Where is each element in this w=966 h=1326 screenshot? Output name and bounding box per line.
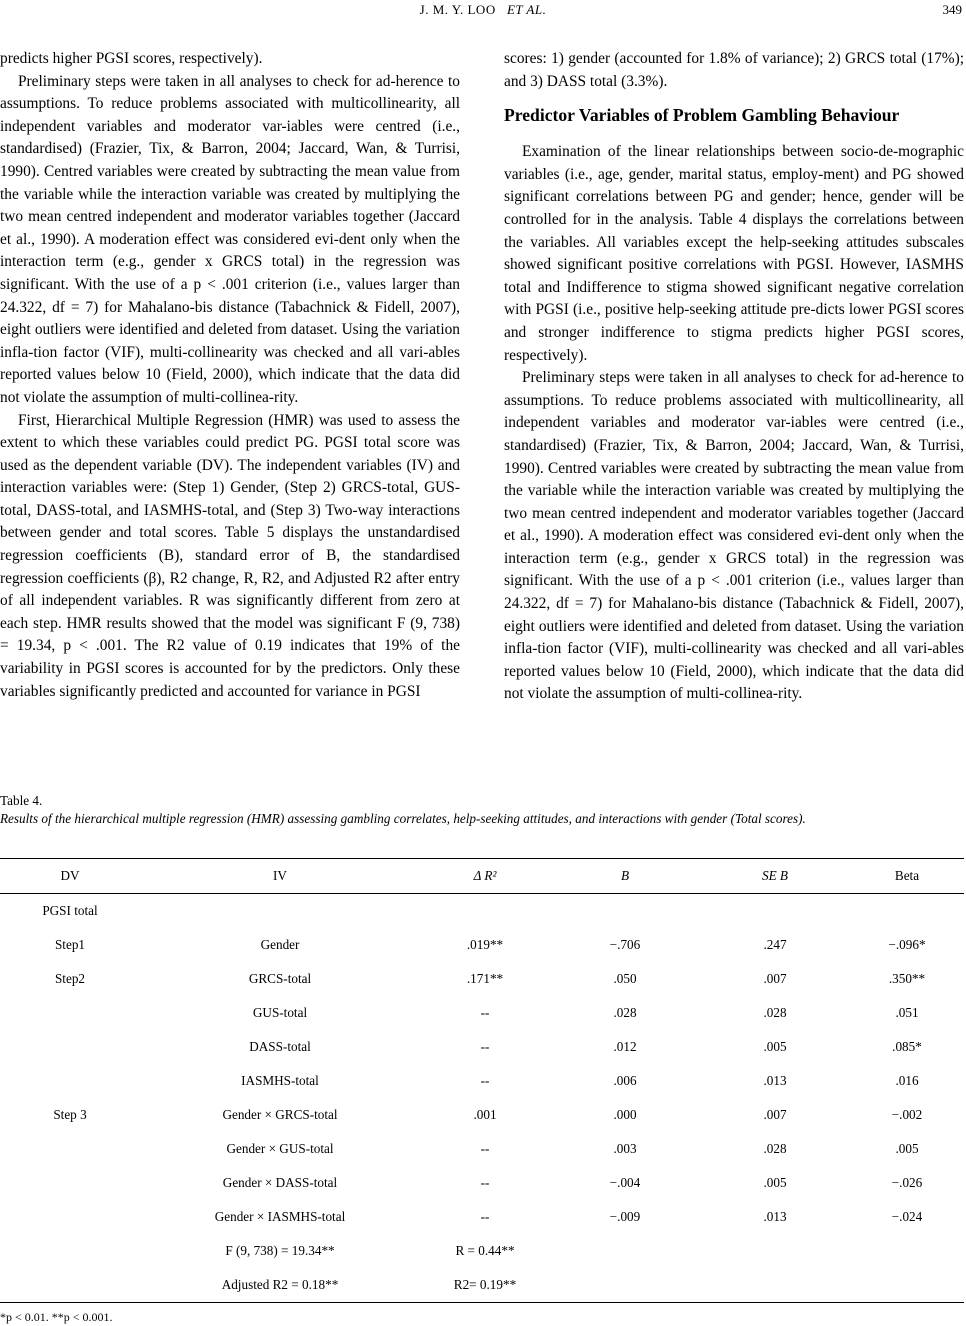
header-dv: DV: [60, 868, 80, 883]
section-heading: Predictor Variables of Problem Gambling Behaviour: [504, 105, 900, 126]
cell-b: .012: [613, 1039, 637, 1054]
cell-delta-r2: .171**: [466, 971, 504, 986]
table-summary-row: [0, 1234, 964, 1268]
table-title: Results of the hierarchical multiple regression (HMR) assessing gambling correlates, help-seeking attitudes, and interactions with gender (Total scores).: [0, 811, 806, 826]
cell-beta: .051: [895, 1005, 919, 1020]
cell-b: .000: [613, 1107, 637, 1122]
cell-dv: [0, 1132, 140, 1166]
summary-r: R = 0.44**: [455, 1243, 515, 1258]
cell-b: .028: [613, 1005, 637, 1020]
table-row: [0, 1030, 964, 1064]
header-b: B: [620, 868, 630, 883]
summary-spacer: [850, 1234, 964, 1268]
cell-dv: [0, 1030, 140, 1064]
cell-b: .006: [613, 1073, 637, 1088]
summary-spacer: [700, 1234, 850, 1268]
cell-se-b: .005: [763, 1039, 787, 1054]
summary-spacer: [550, 1268, 700, 1303]
cell-b: .050: [613, 971, 637, 986]
table-row: [0, 1132, 964, 1166]
cell-dv: Step1: [54, 937, 86, 952]
summary-spacer: [0, 1234, 140, 1268]
authors-etal: ET AL.: [506, 2, 547, 17]
summary-spacer: [850, 1268, 964, 1303]
table-row: [0, 996, 964, 1030]
table-summary-row: [0, 1268, 964, 1303]
cell-se-b: .007: [763, 971, 787, 986]
cell-b: −.009: [609, 1209, 641, 1224]
cell-delta-r2: --: [480, 1005, 490, 1020]
right-paragraph-1: scores: 1) gender (accounted for 1.8% of variance); 2) GRCS total (17%); and 3) DASS total (3.3%).: [504, 50, 964, 90]
cell-iv: IASMHS-total: [241, 1073, 319, 1088]
cell-se-b: .007: [763, 1107, 787, 1122]
cell-beta: −.096*: [888, 937, 926, 952]
cell-dv: [0, 1166, 140, 1200]
left-paragraph-1: predicts higher PGSI scores, respectively).: [0, 50, 263, 67]
cell-beta: .005: [895, 1141, 919, 1156]
summary-f-stat: F (9, 738) = 19.34**: [225, 1243, 335, 1258]
cell-dv: [0, 1200, 140, 1234]
cell-beta: −.024: [891, 1209, 923, 1224]
header-delta-r2: Δ R²: [473, 868, 497, 883]
cell-dv: [0, 1064, 140, 1098]
running-header-authors: [0, 2, 966, 18]
cell-dv: Step2: [54, 971, 86, 986]
table-row: [0, 1098, 964, 1132]
table-row: [0, 894, 964, 929]
summary-adjusted-r2: Adjusted R2 = 0.18**: [221, 1277, 339, 1292]
cell-b: .003: [613, 1141, 637, 1156]
authors-name: J. M. Y. LOO: [419, 2, 496, 17]
cell-beta: .350**: [888, 971, 926, 986]
cell-iv: Gender × GRCS-total: [222, 1107, 338, 1122]
summary-spacer: [0, 1268, 140, 1303]
table-row: [0, 1064, 964, 1098]
cell-delta-r2: --: [480, 1141, 490, 1156]
cell-se-b: .247: [763, 937, 787, 952]
cell-delta-r2: --: [480, 1209, 490, 1224]
table-label: Table 4.: [0, 793, 43, 808]
right-paragraph-2: Examination of the linear relationships between socio-de-mographic variables (i.e., age, gender, marital status, employ-ment) and PG showed significant correlations between PG and gender; hence, gender will be controlled for in the analysis. Table 4 displays the correlations between the variables. All variables except the help-seeking attitudes subscales showed significant positive correlations with PGSI. However, IASMHS total and Indifference to stigma showed significant negative correlation with PGSI (i.e., positive help-seeking attitude pre-dicts lower PGSI scores and stronger indifference to stigma predicts higher PGSI scores, respectively).: [504, 143, 964, 364]
cell-se-b: .013: [763, 1073, 787, 1088]
right-column: [504, 48, 964, 706]
table-row: [0, 962, 964, 996]
running-header: [0, 0, 966, 22]
cell-b: −.004: [609, 1175, 641, 1190]
table-header-row: [0, 859, 964, 894]
left-column: [0, 48, 460, 703]
cell-dv: Step 3: [53, 1107, 87, 1122]
cell-iv: [140, 894, 420, 929]
table-row: [0, 928, 964, 962]
cell-beta: .085*: [892, 1039, 922, 1054]
left-paragraph-2: Preliminary steps were taken in all analyses to check for ad-herence to assumptions. To reduce problems associated with multicollinearity, all independent variables and moderator var-iables were centred (i.e., standardised) (Frazier, Tix, & Barron, 2004; Jaccard, Wan, & Turrisi, 1990). Centred variables were created by subtracting the mean value from the variable while the interaction variable was created by multiplying the two mean centred independent and moderator variables together (Jaccard et al., 1990). A moderation effect was considered evi-dent only when the interaction term (e.g., gender x GRCS total) in the regression was significant. With the use of a p < .001 criterion (i.e., values larger than 24.322, df = 7) for Mahalano-bis distance (Tabachnick & Fidell, 2007), eight outliers were identified and deleted from dataset. Using the variation infla-tion factor (VIF), multi-collinearity was checked and all vari-ables reported values below 10 (Field, 2000), which indicate that the data did not violate the assumption of multi-collinea-rity.: [0, 72, 460, 406]
cell-b: −.706: [609, 937, 641, 952]
summary-spacer: [550, 1234, 700, 1268]
cell-dv: PGSI total: [42, 903, 98, 918]
cell-beta: −.002: [891, 1107, 923, 1122]
cell-beta: .016: [895, 1073, 919, 1088]
cell-se-b: .013: [763, 1209, 787, 1224]
cell-iv: Gender × IASMHS-total: [214, 1209, 346, 1224]
cell-delta-r2: --: [480, 1175, 490, 1190]
cell-se-b: [700, 894, 850, 929]
regression-table: [0, 858, 964, 1303]
right-paragraph-3: Preliminary steps were taken in all analyses to check for ad-herence to assumptions. To reduce problems associated with multicollinearity, all independent variables and moderator var-iables were centred (i.e., standardised) (Frazier, Tix, & Barron, 2004; Jaccard, Wan, & Turrisi, 1990). Centred variables were created by subtracting the mean value from the variable while the interaction variable was created by multiplying the two mean centred independent and moderator variables together (Jaccard et al., 1990). A moderation effect was considered evi-dent only when the interaction term (e.g., gender x GRCS total) in the regression was significant. With the use of a p < .001 criterion (i.e., values larger than 24.322, df = 7) for Mahalano-bis distance (Tabachnick & Fidell, 2007), eight outliers were identified and deleted from dataset. Using the variation infla-tion factor (VIF), multi-collinearity was checked and all vari-ables reported values below 10 (Field, 2000), which indicate that the data did not violate the assumption of multi-collinea-rity.: [504, 369, 964, 703]
cell-iv: Gender: [260, 937, 300, 952]
cell-iv: GRCS-total: [248, 971, 312, 986]
table-caption: [0, 792, 964, 828]
cell-iv: GUS-total: [252, 1005, 308, 1020]
cell-iv: Gender × GUS-total: [226, 1141, 334, 1156]
cell-delta-r2: .001: [473, 1107, 497, 1122]
cell-se-b: .005: [763, 1175, 787, 1190]
cell-beta: [850, 894, 964, 929]
summary-spacer: [700, 1268, 850, 1303]
table-footnote: *p < 0.01. **p < 0.001.: [0, 1310, 113, 1324]
cell-iv: DASS-total: [249, 1039, 311, 1054]
cell-delta-r2: .019**: [466, 937, 504, 952]
cell-b: [550, 894, 700, 929]
cell-delta-r2: [420, 894, 550, 929]
summary-r2: R2= 0.19**: [453, 1277, 517, 1292]
cell-dv: [0, 996, 140, 1030]
cell-se-b: .028: [763, 1005, 787, 1020]
cell-iv: Gender × DASS-total: [222, 1175, 338, 1190]
table-row: [0, 1200, 964, 1234]
header-se-b: SE B: [761, 868, 788, 883]
page-number: 349: [942, 2, 962, 17]
cell-se-b: .028: [763, 1141, 787, 1156]
header-iv: IV: [273, 868, 287, 883]
cell-beta: −.026: [891, 1175, 923, 1190]
left-paragraph-3: First, Hierarchical Multiple Regression (HMR) was used to assess the extent to which these variables could predict PG. PGSI total score was used as the dependent variable (DV). The independent variables (IV) and interaction variables were: (Step 1) Gender, (Step 2) GRCS-total, GUS-total, DASS-total, and IASMHS-total, and (Step 3) Two-way interactions between gender and total scores. Table 5 displays the unstandardised regression coefficients (B), standard error of B, the standardised regression coefficients (β), R2 change, R, R2, and Adjusted R2 after entry of all independent variables. R was significantly different from zero at each step. HMR results showed that the model was significant F (9, 738) = 19.34, p < .001. The R2 value of 0.19 indicates that 19% of the variability in PGSI scores is accounted for by the predictors. Only these variables significantly predicted and accounted for variance in PGSI: [0, 411, 460, 700]
table-row: [0, 1166, 964, 1200]
header-beta: Beta: [894, 868, 920, 883]
cell-delta-r2: --: [480, 1073, 490, 1088]
cell-delta-r2: --: [480, 1039, 490, 1054]
